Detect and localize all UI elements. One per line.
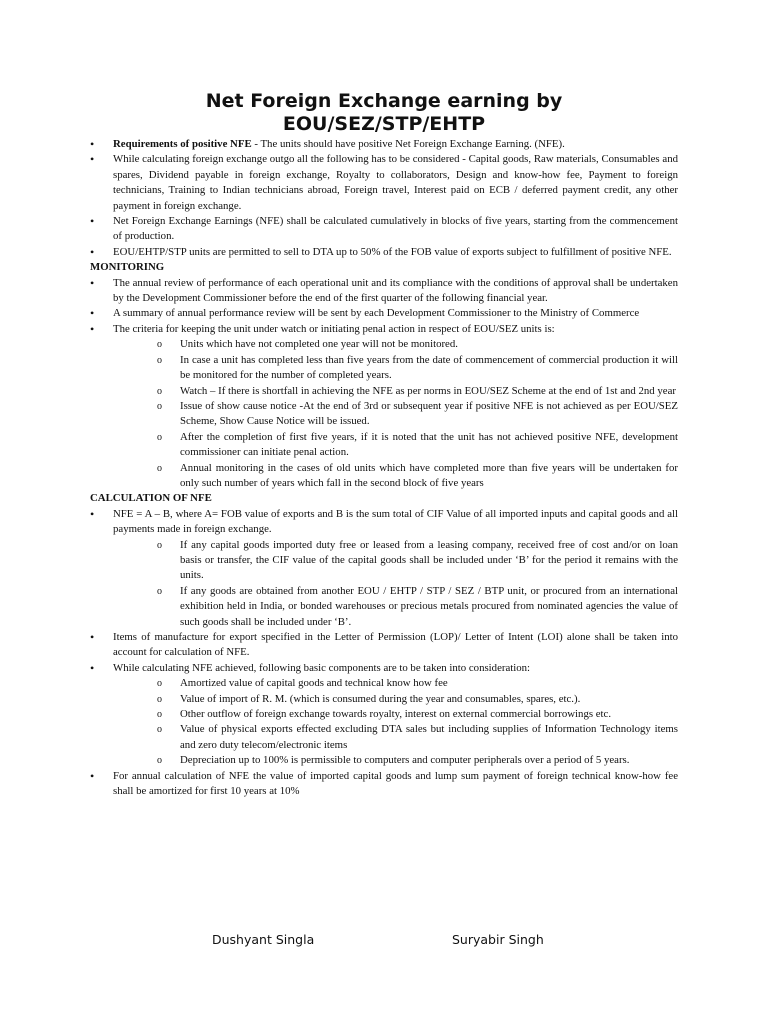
- monitoring-heading: MONITORING: [90, 261, 165, 274]
- list-item: • While calculating NFE achieved, following basic components are to be taken into consideration:: [90, 661, 678, 676]
- list-item: • A summary of annual performance review will be sent by each Development Commissioner to the Ministry of Commerce: [90, 306, 678, 321]
- signatures: [0, 932, 768, 952]
- sub-list-item: o Annual monitoring in the cases of old units which have completed more than five years will be undertaken for only such number of years which fall in the second block of five years: [90, 461, 678, 492]
- sub-list-item: o Value of physical exports effected excluding DTA sales but including supplies of Information Technology items and zero duty telecom/electronic items: [90, 722, 678, 753]
- sub-list-item: o After the completion of first five years, if it is noted that the unit has not achieved positive NFE, development commissioner can initiate penal action.: [90, 430, 678, 461]
- document-body: [90, 137, 678, 799]
- calculation-heading: CALCULATION OF NFE: [90, 492, 212, 505]
- title-line-2: EOU/SEZ/STP/EHTP: [282, 113, 486, 135]
- sub-list-item: o Depreciation up to 100% is permissible to computers and computer peripherals over a period of 5 years.: [90, 753, 678, 768]
- list-item: • Requirements of positive NFE - The units should have positive Net Foreign Exchange Earning. (NFE).: [90, 137, 678, 152]
- list-item: • The annual review of performance of each operational unit and its compliance with the conditions of approval shall be undertaken by the Development Commissioner before the end of the first quarter of the following financial year.: [90, 276, 678, 307]
- sub-list-item: o Amortized value of capital goods and technical know how fee: [90, 676, 678, 691]
- sub-list-item: o In case a unit has completed less than five years from the date of commencement of commercial production it will be monitored for the number of completed years.: [90, 353, 678, 384]
- list-item: • While calculating foreign exchange outgo all the following has to be considered - Capital goods, Raw materials, Consumables and spares, Dividend payable in foreign exchange, Royalty to collaborators, Design and know-how fee, Payment to foreign technicians, Training to Indian technicians abroad, Foreign travel, Interest paid on ECB / deferred payment credit, any other payment in foreign exchange.: [90, 152, 678, 214]
- sub-list-item: o Issue of show cause notice -At the end of 3rd or subsequent year if positive NFE is not achieved as per EOU/SEZ Scheme, Show Cause Notice will be issued.: [90, 399, 678, 430]
- list-item: • NFE = A – B, where A= FOB value of exports and B is the sum total of CIF Value of all imported inputs and capital goods and all payments made in foreign exchange.: [90, 507, 678, 538]
- requirement-lead: Requirements of positive NFE: [113, 138, 252, 150]
- signature-name-1: Dushyant Singla: [212, 932, 315, 947]
- sub-list-item: o If any goods are obtained from another EOU / EHTP / STP / SEZ / BTP unit, or procured from an international exhibition held in India, or bonded warehouses or precious metals procured from nominated agencies the value of such goods shall be included under ‘B’.: [90, 584, 678, 630]
- monitoring-list: [90, 276, 678, 492]
- list-item: • EOU/EHTP/STP units are permitted to sell to DTA up to 50% of the FOB value of exports subject to fulfillment of positive NFE.: [90, 245, 678, 260]
- calculation-list: [90, 507, 678, 800]
- list-item: • The criteria for keeping the unit under watch or initiating penal action in respect of EOU/SEZ units is:: [90, 322, 678, 337]
- title-line-1: Net Foreign Exchange earning by: [205, 90, 563, 112]
- sub-list-item: o Units which have not completed one year will not be monitored.: [90, 337, 678, 352]
- list-item: • Net Foreign Exchange Earnings (NFE) shall be calculated cumulatively in blocks of five years, starting from the commencement of production.: [90, 214, 678, 245]
- sub-list-item: o Other outflow of foreign exchange towards royalty, interest on external commercial borrowings etc.: [90, 707, 678, 722]
- sub-list-item: o Value of import of R. M. (which is consumed during the year and consumables, spares, etc.).: [90, 692, 678, 707]
- list-item: • Items of manufacture for export specified in the Letter of Permission (LOP)/ Letter of Intent (LOI) alone shall be taken into account for calculation of NFE.: [90, 630, 678, 661]
- intro-list: [90, 137, 678, 260]
- signature-name-2: Suryabir Singh: [452, 932, 544, 947]
- sub-list-item: o If any capital goods imported duty free or leased from a leasing company, received free of cost and/or on loan basis or transfer, the CIF value of the capital goods shall be included under ‘B’ for the period it remains with the units.: [90, 538, 678, 584]
- page-title: [120, 90, 648, 136]
- sub-list-item: o Watch – If there is shortfall in achieving the NFE as per norms in EOU/SEZ Scheme at the end of 1st and 2nd year: [90, 384, 678, 399]
- list-item: • For annual calculation of NFE the value of imported capital goods and lump sum payment of foreign technical know-how fee shall be amortized for first 10 years at 10%: [90, 769, 678, 800]
